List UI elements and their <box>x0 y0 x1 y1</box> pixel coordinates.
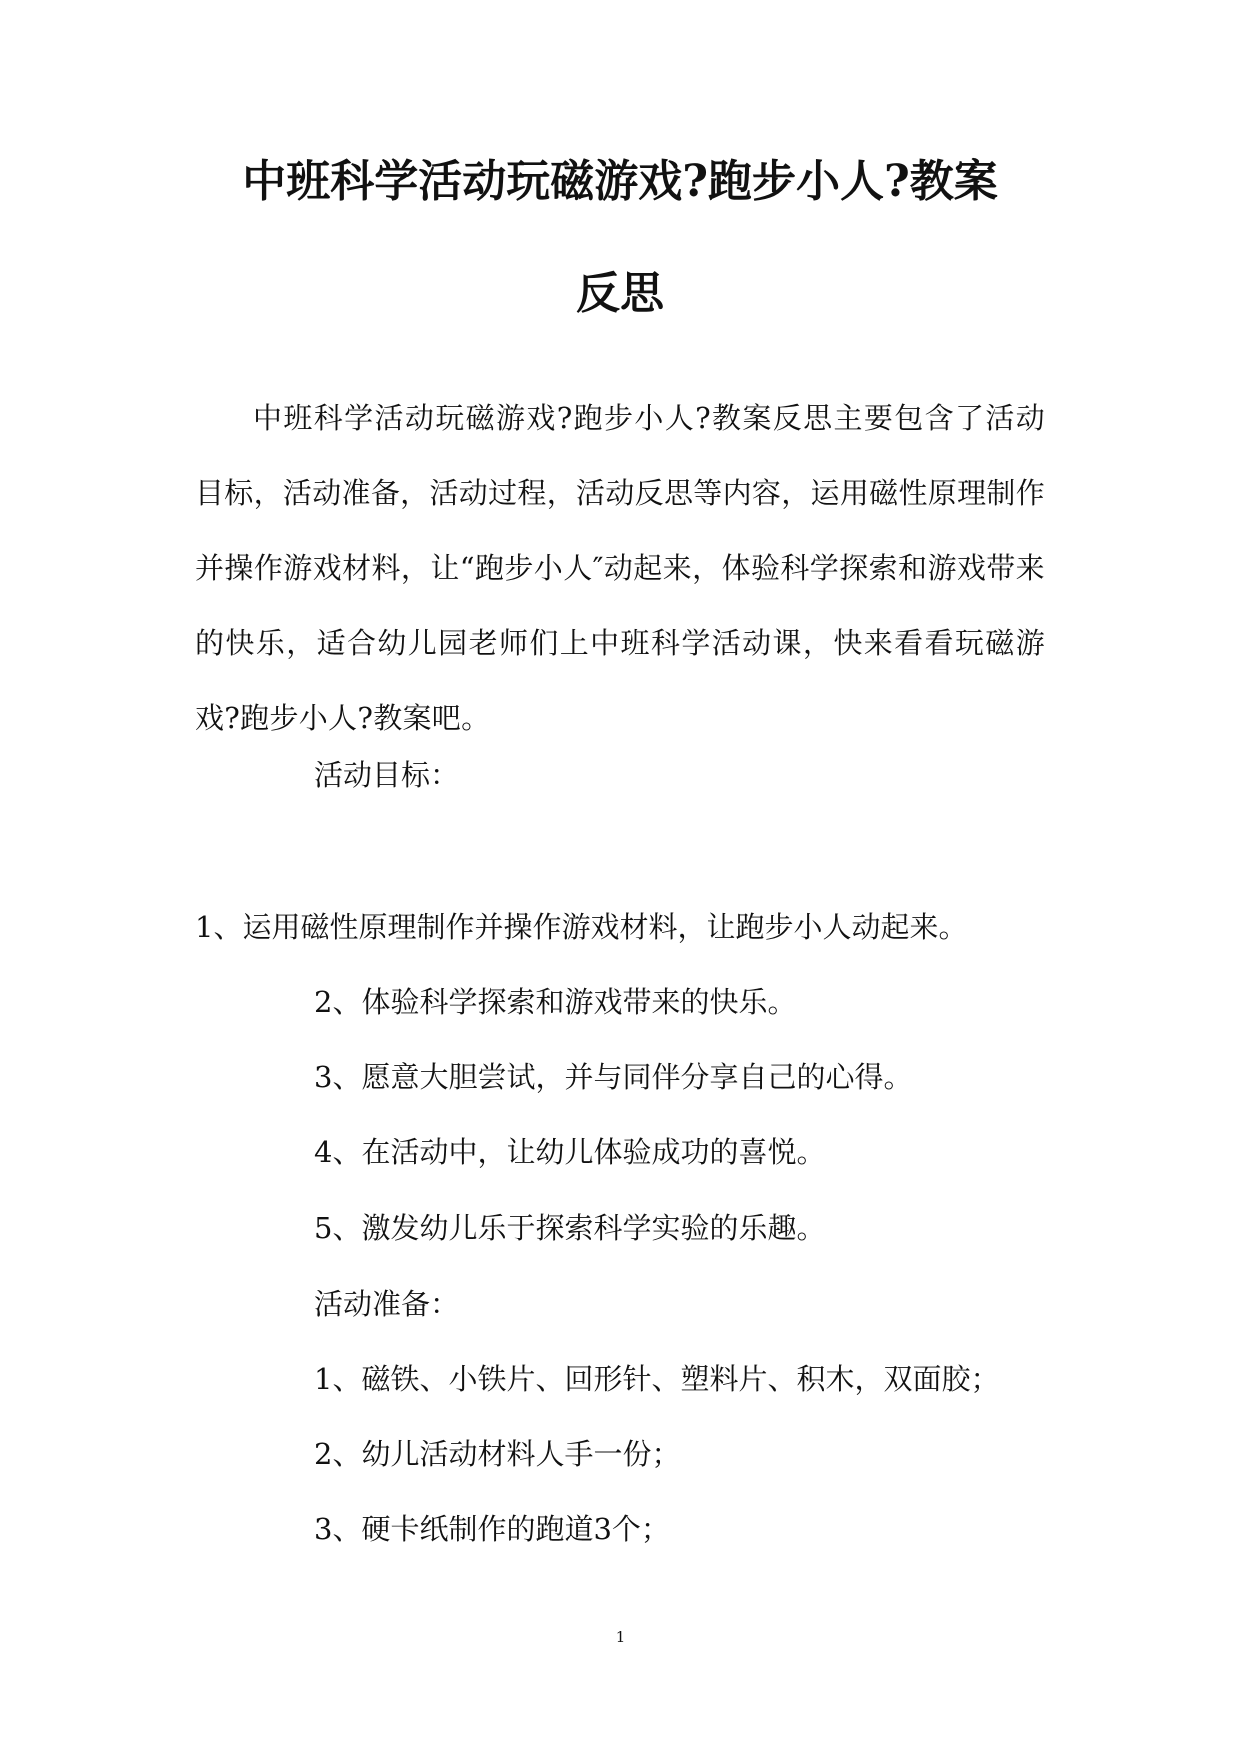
goal-item-3: 3、愿意大胆尝试，并与同伴分享自己的心得。 <box>314 1060 913 1094</box>
prep-item-2: 2、幼儿活动材料人手一份； <box>314 1437 681 1471</box>
intro-paragraph: 中班科学活动玩磁游戏?跑步小人?教案反思主要包含了活动目标，活动准备，活动过程，活动反思等内容，运用磁性原理制作并操作游戏材料，让“跑步小人″动起来，体验科学探索和游戏带来的快乐，适合幼儿园老师们上中班科学活动课，快来看看玩磁游戏?跑步小人?教案吧。 <box>195 401 1045 735</box>
goal-item-4: 4、在活动中，让幼儿体验成功的喜悦。 <box>314 1135 826 1169</box>
goal-item-5: 5、激发幼儿乐于探索科学实验的乐趣。 <box>314 1211 826 1245</box>
page-number: 1 <box>615 1628 626 1646</box>
goal-item-1: 1、运用磁性原理制作并操作游戏材料，让跑步小人动起来。 <box>195 910 968 944</box>
goal-item-2: 2、体验科学探索和游戏带来的快乐。 <box>314 985 797 1019</box>
goals-heading: 活动目标： <box>314 758 460 792</box>
document-title-line-2: 反思 <box>576 268 664 319</box>
prep-item-3: 3、硬卡纸制作的跑道3个； <box>314 1512 670 1546</box>
prep-item-1: 1、磁铁、小铁片、回形针、塑料片、积木，双面胶； <box>314 1362 1000 1396</box>
prep-heading: 活动准备： <box>314 1287 460 1321</box>
document-title-line-1: 中班科学活动玩磁游戏?跑步小人?教案 <box>242 156 998 207</box>
